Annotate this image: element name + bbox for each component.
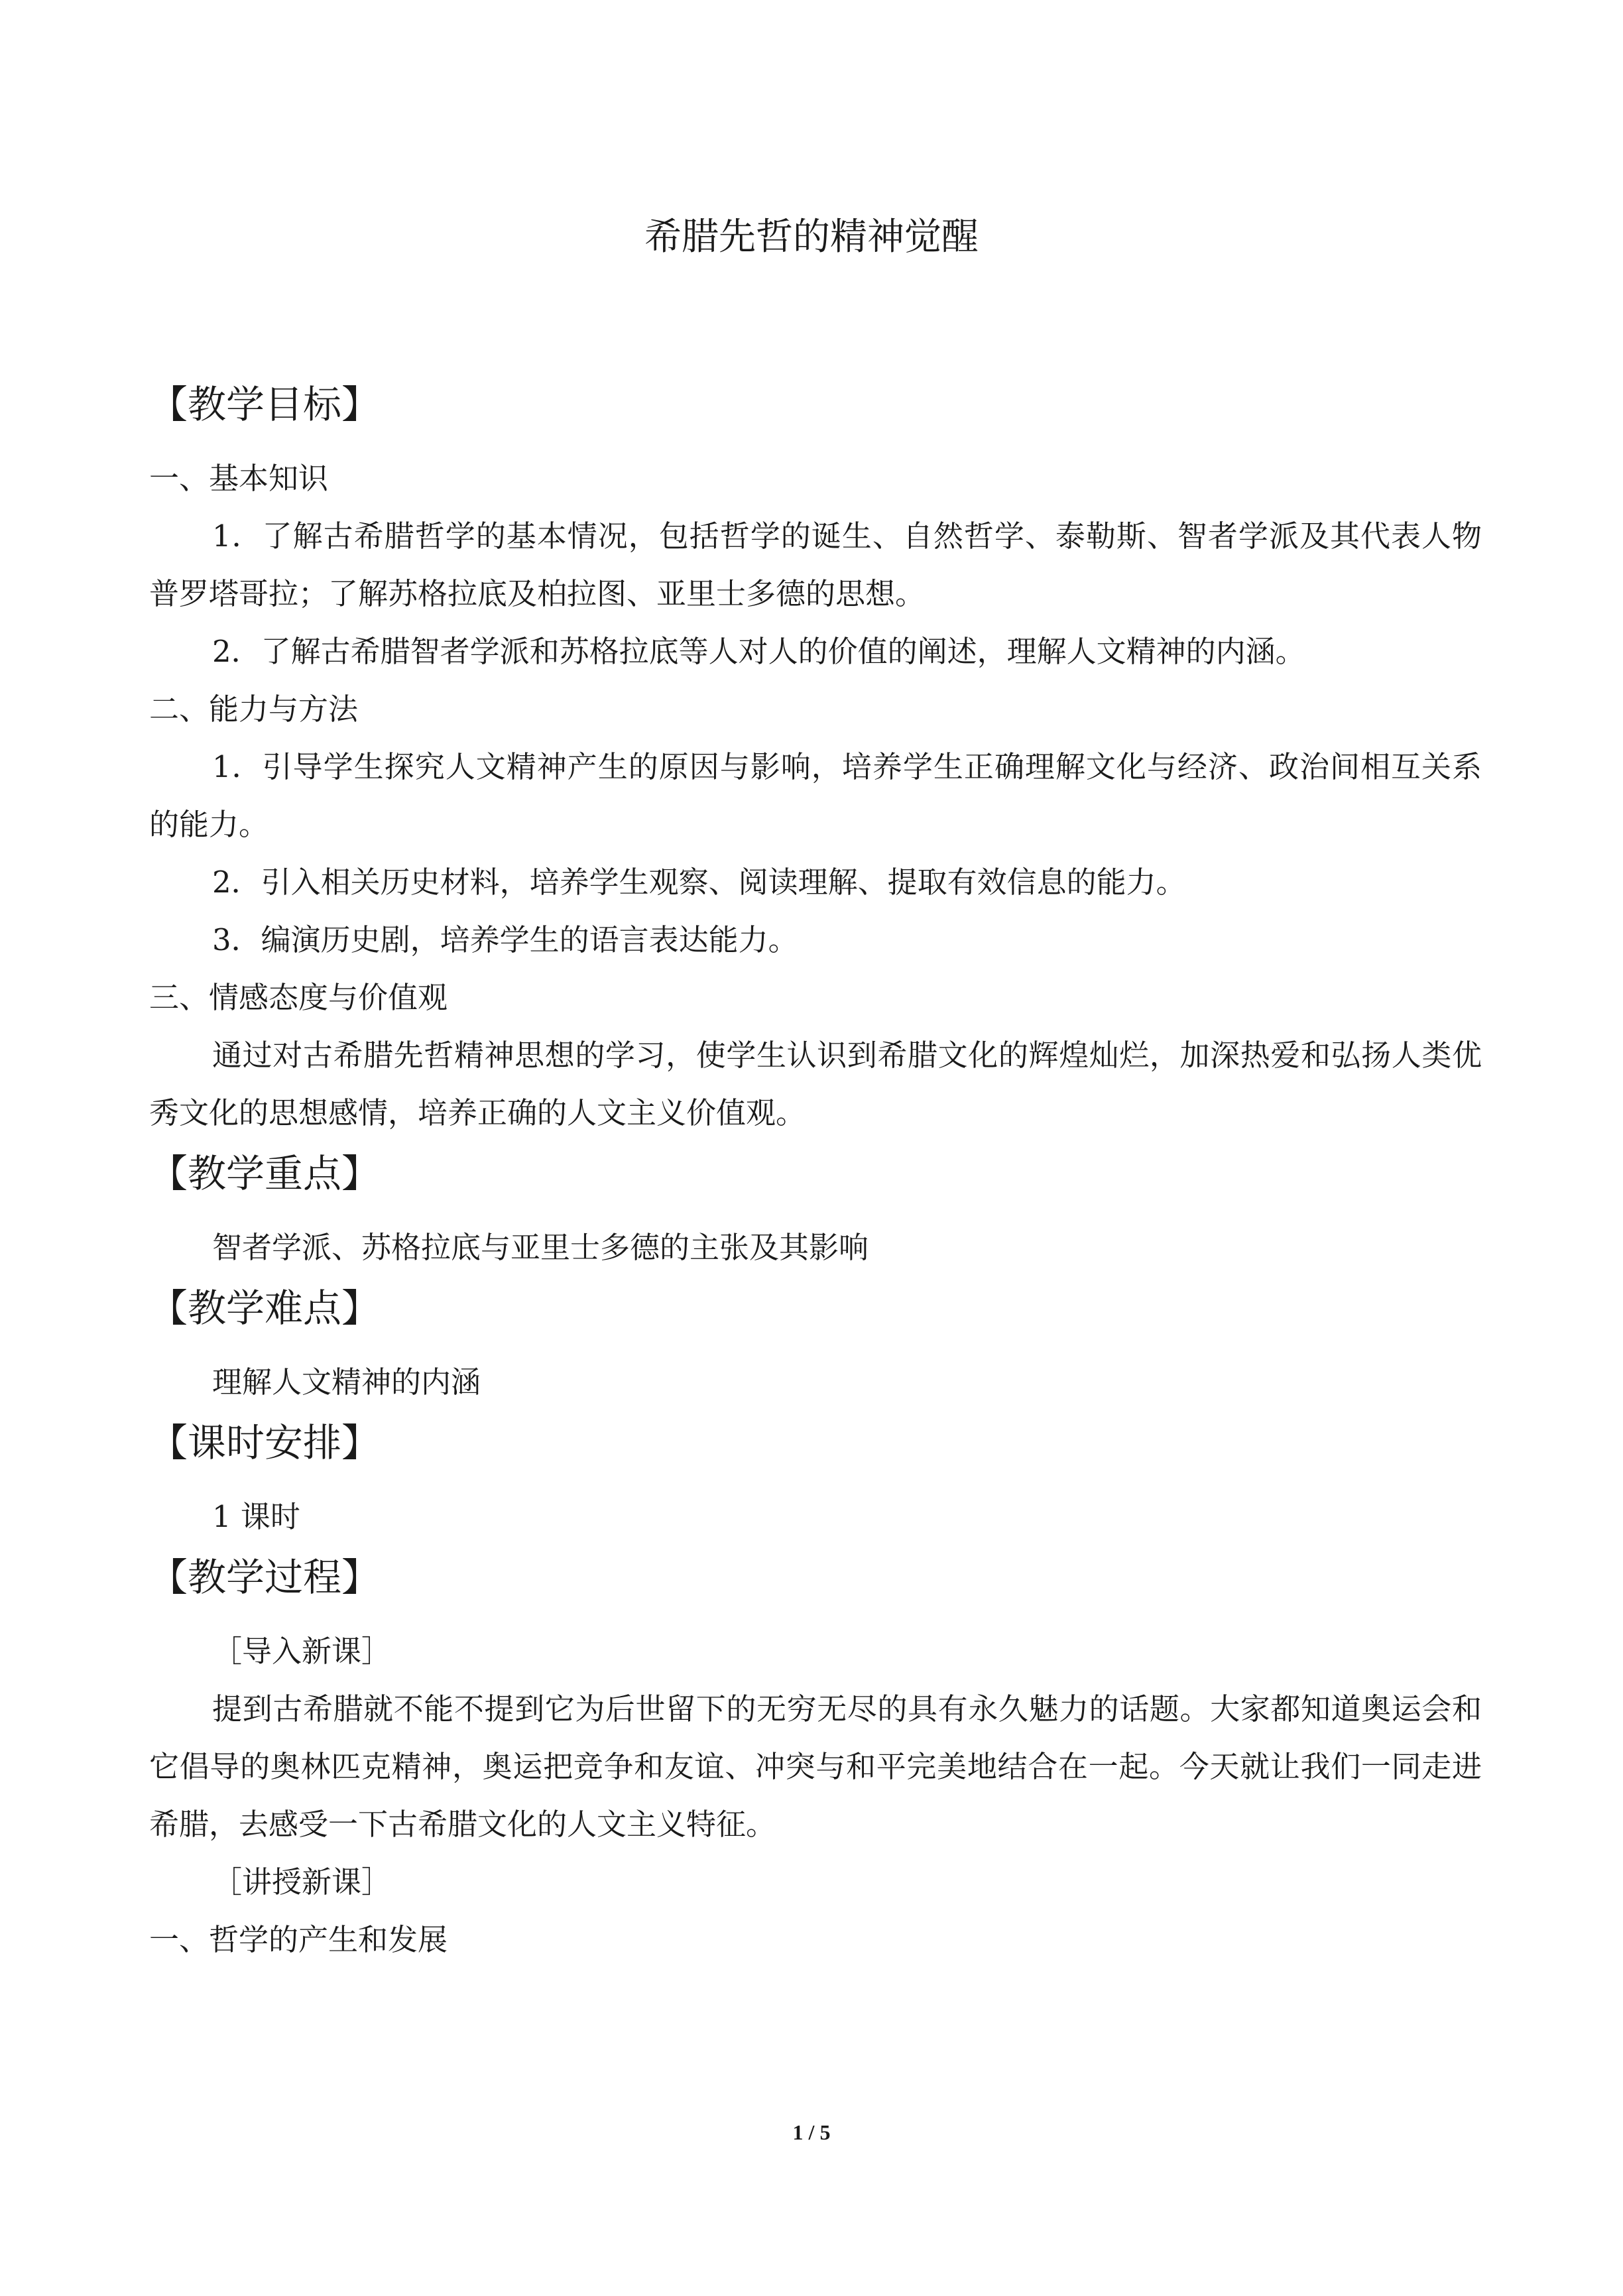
objective-item: 2．了解古希腊智者学派和苏格拉底等人对人的价值的阐述，理解人文精神的内涵。 <box>212 634 1305 669</box>
difficulties-text: 理解人文精神的内涵 <box>212 1364 481 1400</box>
heading-difficulties: 【教学难点】 <box>149 1286 381 1331</box>
intro-text: 提到古希腊就不能不提到它为后世留下的无穷无尽的具有永久魅力的话题。大家都知道奥运会和它倡导的奥林匹克精神，奥运把竞争和友谊、冲突与和平完美地结合在一起。今天就让我们一同走进希腊，去感受一下古希腊文化的人文主义特征。 <box>149 1691 1482 1842</box>
heading-key-points: 【教学重点】 <box>149 1151 381 1196</box>
heading-schedule: 【课时安排】 <box>149 1420 381 1465</box>
objective-item: 2．引入相关历史材料，培养学生观察、阅读理解、提取有效信息的能力。 <box>212 865 1186 900</box>
section-label-emotion-values: 三、情感态度与价值观 <box>149 980 448 1015</box>
section-philosophy-origin: 一、哲学的产生和发展 <box>149 1922 448 1957</box>
intro-label: ［导入新课］ <box>212 1634 392 1669</box>
lecture-label: ［讲授新课］ <box>212 1864 392 1900</box>
document-title: 希腊先哲的精神觉醒 <box>644 215 979 259</box>
objective-item: 1．引导学生探究人文精神产生的原因与影响，培养学生正确理解文化与经济、政治间相互关系的能力。 <box>149 749 1482 842</box>
heading-teaching-objectives: 【教学目标】 <box>149 382 381 427</box>
heading-teaching-process: 【教学过程】 <box>149 1555 381 1600</box>
key-points-text: 智者学派、苏格拉底与亚里士多德的主张及其影响 <box>212 1230 869 1265</box>
schedule-text: 1 课时 <box>212 1499 300 1534</box>
page-number: 1 / 5 <box>792 2120 831 2144</box>
objective-item: 3．编演历史剧，培养学生的语言表达能力。 <box>212 922 798 957</box>
section-label-basic-knowledge: 一、基本知识 <box>149 461 329 496</box>
section-label-ability-method: 二、能力与方法 <box>149 692 359 727</box>
objective-item: 1．了解古希腊哲学的基本情况，包括哲学的诞生、自然哲学、泰勒斯、智者学派及其代表人物普罗塔哥拉；了解苏格拉底及柏拉图、亚里士多德的思想。 <box>149 518 1482 611</box>
objective-item: 通过对古希腊先哲精神思想的学习，使学生认识到希腊文化的辉煌灿烂，加深热爱和弘扬人类优秀文化的思想感情，培养正确的人文主义价值观。 <box>149 1038 1482 1130</box>
document-body <box>149 378 1482 1968</box>
